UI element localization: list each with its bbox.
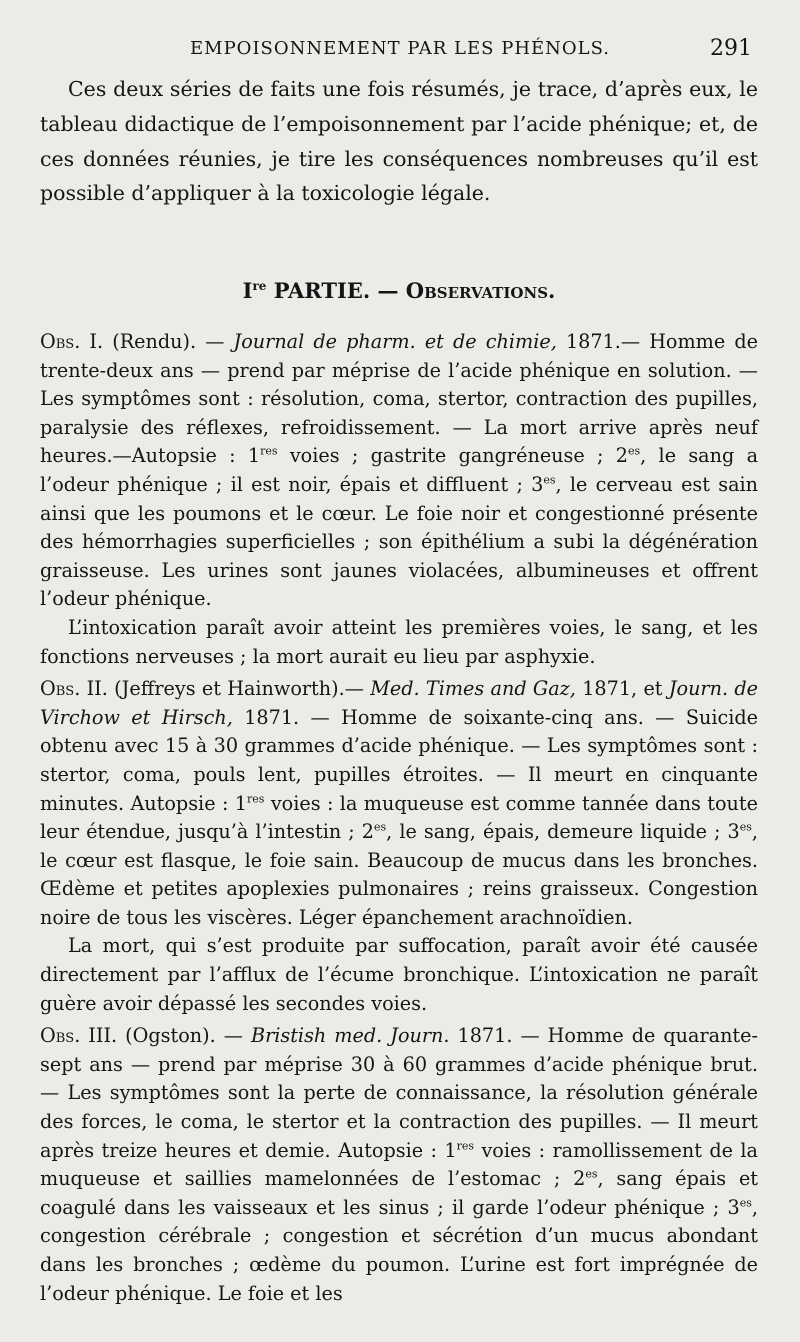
obs-3-year: 1871. —	[449, 1024, 548, 1048]
obs-2-text-d: , le cœur est flasque, le foie sain. Beaucoup de mucus dans les bronches. Œdème et petites apoplexies pulmonaires ; reins graisseux. Congestion noire de tous les viscères. Léger épanchement arachnoïdien.	[40, 820, 759, 929]
obs-2-author: (Jeffreys et Hainworth).—	[107, 677, 371, 701]
intro-block	[40, 72, 758, 211]
obs-3-text-c: , sang épais et coagulé dans les vaisseaux et les sinus ; il garde l’odeur phénique ; 3	[40, 1167, 759, 1219]
obs-2-year: 1871. —	[232, 705, 342, 729]
part-numeral: I	[242, 278, 253, 303]
obs-1-conclusion: L’intoxication paraît avoir atteint les premières voies, le sang, et les fonctions nerveuses ; la mort aurait eu lieu par asphyxie.	[40, 615, 758, 668]
obs-2-mid: 1871, et	[575, 677, 669, 701]
obs-1-sup-a: res	[260, 444, 278, 458]
obs-2-label: Obs. II.	[40, 677, 108, 701]
obs-1-text-b: voies ; gastrite gangréneuse ; 2	[277, 444, 628, 468]
observation-2	[40, 675, 758, 932]
part-numeral-sup: re	[252, 279, 267, 293]
obs-1-author: (Rendu). —	[112, 330, 234, 353]
obs-2-conclusion: La mort, qui s’est produite par suffocation, paraît avoir été causée directement par l’afflux de l’écume bronchique. L’intoxication ne paraît guère avoir dépassé les secondes voies.	[40, 934, 758, 1015]
obs-3-sup-b: es	[585, 1167, 598, 1181]
obs-1-label: Obs. I.	[40, 330, 104, 353]
obs-3-text-b: voies : ramollissement de la muqueuse et saillies mamelonnées de l’estomac ; 2	[40, 1138, 758, 1191]
obs-1-text-a: Homme de trente-deux ans — prend par méprise de l’acide phénique en solution. — Les symptômes sont : résolution, coma, stertor, contraction des pupilles, paralysie des réflexes, refroidissement. — La mort arrive après neuf heures.—Autopsie : 1	[40, 330, 758, 468]
page-header	[40, 36, 760, 66]
obs-3-sup-c: es	[739, 1196, 752, 1210]
obs-3-text-a: Homme de quarante-sept ans — prend par méprise 30 à 60 grammes d’acide phénique brut. — Les symptômes sont la perte de connaissance, la résolution générale des forces, le coma, le stertor et la contraction des pupilles. — Il meurt après treize heures et demie. Autopsie : 1	[40, 1024, 758, 1162]
observation-1	[40, 328, 758, 614]
obs-1-year: 1871.—	[556, 330, 650, 353]
obs-3-source: Bristish med. Journ.	[250, 1024, 450, 1048]
obs-1-sup-b: es	[628, 444, 641, 458]
page-number: 291	[710, 36, 752, 61]
obs-3-sup-a: res	[456, 1139, 475, 1153]
obs-2-source-1: Med. Times and Gaz,	[370, 677, 576, 701]
obs-2-sup-a: res	[247, 792, 265, 806]
part-heading-block	[40, 266, 758, 318]
obs-2-text-c: , le sang, épais, demeure liquide ; 3	[386, 820, 740, 844]
obs-2-sup-b: es	[374, 820, 387, 834]
running-title: EMPOISONNEMENT PAR LES PHÉNOLS.	[190, 38, 611, 59]
obs-3-text-d: , congestion cérébrale ; congestion et sécrétion d’un mucus abondant dans les bronches ; œdème du poumon. L’urine est fort imprégnée de l’odeur phénique. Le foie et les	[40, 1195, 758, 1305]
obs-1-text-d: , le cerveau est sain ainsi que les poumons et le cœur. Le foie noir et congestionné présente des hémorrhagies superficielles ; son épithélium a subi la dégénération graisseuse. Les urines sont jaunes violacées, albumineuses et offrent l’odeur phénique.	[40, 472, 758, 611]
obs-1-sup-c: es	[543, 473, 556, 487]
part-dash: —	[377, 278, 399, 303]
obs-3-author: (Ogston). —	[117, 1024, 251, 1048]
obs-1-text-c: , le sang a l’odeur phénique ; il est noir, épais et diffluent ; 3	[40, 444, 759, 496]
part-subtitle: Observations.	[405, 278, 556, 303]
observations	[40, 328, 758, 1308]
obs-2-source-2: Journ. de Virchow et Hirsch,	[40, 677, 759, 729]
obs-2-text-a: Homme de soixante-cinq ans. — Suicide obtenu avec 15 à 30 grammes d’acide phénique. — Les symptômes sont : stertor, coma, pouls lent, pupilles étroites. — Il meurt en cinquante minutes. Autopsie : 1	[40, 705, 758, 815]
obs-1-source: Journal de pharm. et de chimie,	[233, 330, 557, 353]
obs-3-label: Obs. III.	[40, 1024, 118, 1048]
observation-3	[40, 1022, 758, 1308]
intro-paragraph: Ces deux séries de faits une fois résumés, je trace, d’après eux, le tableau didactique de l’empoisonnement par l’acide phénique; et, de ces données réunies, je tire les conséquences nombreuses qu’il est possible d’appliquer à la toxicologie légale.	[40, 77, 758, 206]
obs-2-sup-c: es	[739, 820, 752, 834]
part-label: PARTIE.	[273, 278, 371, 303]
part-heading	[40, 274, 758, 308]
obs-2-text-b: voies : la muqueuse est comme tannée dans toute leur étendue, jusqu’à l’intestin ; 2	[40, 791, 758, 844]
